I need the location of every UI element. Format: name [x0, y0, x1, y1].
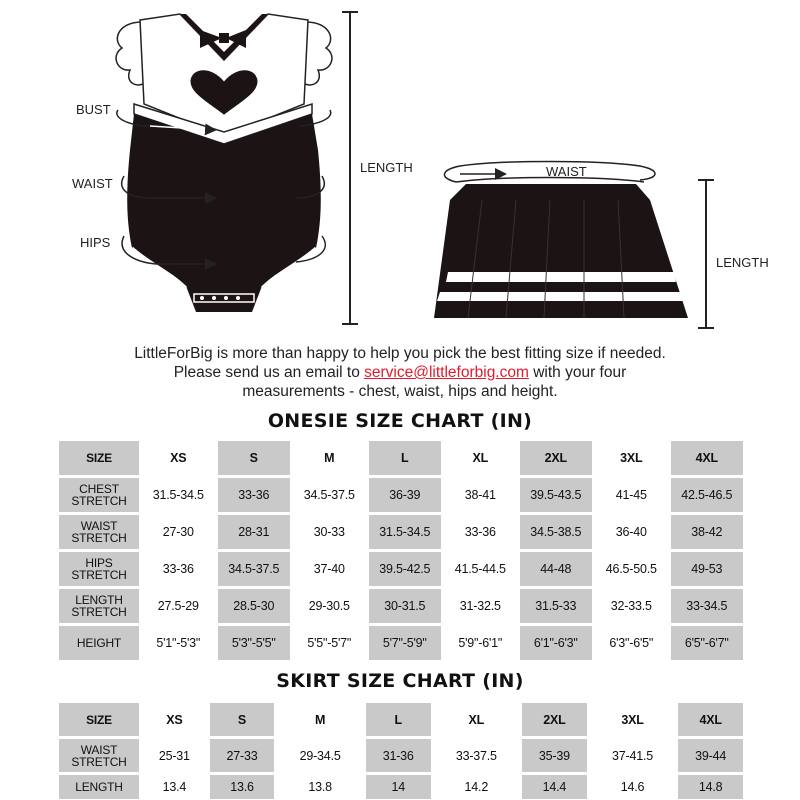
table-cell: 5'9"-6'1"	[458, 636, 503, 650]
table-cell: 6'1"-6'3"	[520, 626, 593, 660]
table-cell: 14	[366, 775, 431, 799]
table-cell: 27-33	[210, 739, 275, 772]
size-header-4xl: 4XL	[678, 703, 743, 736]
size-header-xs: XS	[166, 712, 183, 727]
size-header-xs: XS	[170, 451, 187, 465]
table-cell: 13.8	[308, 780, 332, 794]
row-label-line-2: STRETCH	[71, 568, 127, 582]
table-cell: 5'1"-5'3"	[156, 636, 201, 650]
size-header-s: S	[210, 703, 275, 736]
table-cell: 37-40	[313, 562, 345, 576]
row-label-line-2: STRETCH	[71, 494, 127, 508]
row-label	[59, 552, 139, 586]
row-label	[59, 478, 139, 512]
table-cell: 5'7"-5'9"	[369, 626, 442, 660]
intro-text	[40, 344, 760, 401]
skirt-length-label: LENGTH	[716, 255, 769, 270]
table-cell: 49-53	[671, 552, 744, 586]
email-link[interactable]: service@littleforbig.com	[364, 364, 529, 381]
table-row	[59, 775, 743, 799]
table-cell: 30-31.5	[369, 589, 442, 623]
table-cell: 14.4	[522, 775, 587, 799]
table-cell: 13.6	[210, 775, 275, 799]
table-row	[59, 478, 743, 512]
intro-line-2-end: with your four	[528, 364, 627, 381]
table-cell: 29-34.5	[299, 748, 341, 763]
table-cell: 34.5-37.5	[303, 488, 355, 502]
row-label	[59, 626, 139, 660]
table-cell: 37-41.5	[612, 748, 654, 763]
table-cell: 33-36	[162, 562, 194, 576]
table-cell: 28-31	[218, 515, 291, 549]
skirt-size-table	[56, 700, 746, 800]
table-row	[59, 589, 743, 623]
table-cell: 31.5-34.5	[369, 515, 442, 549]
table-cell: 36-40	[615, 525, 647, 539]
table-cell: 14.6	[620, 780, 645, 794]
table-cell: 5'5"-5'7"	[307, 636, 352, 650]
table-cell: 33-36	[218, 478, 291, 512]
row-label-line-2: STRETCH	[71, 605, 127, 619]
table-cell: 30-33	[313, 525, 345, 539]
size-header-2xl: 2XL	[520, 441, 593, 475]
size-header-3xl: 3XL	[621, 712, 644, 727]
header-row	[59, 703, 743, 736]
size-header-m: M	[324, 451, 335, 465]
row-label-line-1: WAIST	[80, 519, 118, 533]
row-label-line-1: LENGTH	[75, 593, 123, 607]
onesie-drawing	[116, 12, 358, 324]
table-cell: 41-45	[615, 488, 647, 502]
row-label-line-1: HEIGHT	[76, 636, 122, 650]
table-cell: 6'5"-6'7"	[671, 626, 744, 660]
intro-line-2-start: Please send us an email to	[173, 364, 365, 381]
intro-line-2	[40, 363, 760, 382]
size-header-2xl: 2XL	[522, 703, 587, 736]
bust-label: BUST	[76, 102, 111, 117]
skirt-chart-title: SKIRT SIZE CHART (IN)	[276, 670, 524, 692]
table-cell: 33-37.5	[455, 748, 497, 763]
table-cell: 27-30	[162, 525, 194, 539]
intro-line-3: measurements - chest, waist, hips and height.	[242, 383, 558, 400]
table-cell: 36-39	[369, 478, 442, 512]
size-header-cell: SIZE	[59, 441, 139, 475]
skirt-drawing	[434, 162, 714, 329]
table-cell: 25-31	[158, 748, 190, 763]
row-label-line-1: HIPS	[85, 556, 113, 570]
row-label	[59, 739, 139, 772]
skirt-waist-label: WAIST	[546, 164, 587, 179]
table-cell: 27.5-29	[157, 599, 199, 613]
table-cell: 32-33.5	[610, 599, 652, 613]
table-cell: 14.2	[464, 780, 489, 794]
onesie-chart-title: ONESIE SIZE CHART (IN)	[267, 410, 533, 432]
row-label-line-1: CHEST	[79, 482, 119, 496]
table-cell: 33-34.5	[671, 589, 744, 623]
row-label	[59, 775, 139, 799]
onesie-size-table	[56, 438, 746, 663]
table-cell: 5'3"-5'5"	[218, 626, 291, 660]
size-header-xl: XL	[468, 712, 485, 727]
size-header-cell: SIZE	[59, 703, 139, 736]
table-row	[59, 739, 743, 772]
table-cell: 44-48	[520, 552, 593, 586]
header-row	[59, 441, 743, 475]
row-label-line-1: WAIST	[80, 742, 118, 757]
size-header-m: M	[314, 712, 326, 727]
table-cell: 31-32.5	[459, 599, 501, 613]
table-cell: 28.5-30	[218, 589, 291, 623]
row-label-line-2: STRETCH	[71, 531, 127, 545]
onesie-length-label: LENGTH	[360, 160, 413, 175]
intro-line-1: LittleForBig is more than happy to help you pick the best fitting size if needed.	[134, 345, 666, 362]
table-cell: 39.5-42.5	[369, 552, 442, 586]
size-header-l: L	[366, 703, 431, 736]
table-cell: 35-39	[522, 739, 587, 772]
size-header-3xl: 3XL	[620, 451, 643, 465]
table-cell: 38-42	[671, 515, 744, 549]
table-row	[59, 626, 743, 660]
row-label-line-1: LENGTH	[75, 780, 123, 794]
table-row	[59, 515, 743, 549]
table-cell: 39.5-43.5	[520, 478, 593, 512]
table-row	[59, 552, 743, 586]
row-label	[59, 515, 139, 549]
table-cell: 38-41	[464, 488, 496, 502]
row-label-line-2: STRETCH	[71, 754, 127, 769]
hips-label: HIPS	[80, 235, 111, 250]
size-header-4xl: 4XL	[671, 441, 744, 475]
garment-illustration	[0, 0, 800, 340]
table-cell: 34.5-38.5	[520, 515, 593, 549]
table-cell: 6'3"-6'5"	[609, 636, 654, 650]
table-cell: 42.5-46.5	[671, 478, 744, 512]
table-cell: 29-30.5	[308, 599, 350, 613]
size-header-s: S	[218, 441, 291, 475]
row-label	[59, 589, 139, 623]
table-cell: 13.4	[162, 780, 187, 794]
table-cell: 31-36	[366, 739, 431, 772]
size-header-l: L	[369, 441, 442, 475]
size-header-xl: XL	[472, 451, 489, 465]
table-cell: 46.5-50.5	[605, 562, 657, 576]
table-cell: 31.5-34.5	[152, 488, 204, 502]
waist-label: WAIST	[72, 176, 113, 191]
table-cell: 14.8	[678, 775, 743, 799]
table-cell: 34.5-37.5	[218, 552, 291, 586]
table-cell: 39-44	[678, 739, 743, 772]
table-cell: 41.5-44.5	[454, 562, 506, 576]
table-cell: 31.5-33	[520, 589, 593, 623]
table-cell: 33-36	[464, 525, 496, 539]
